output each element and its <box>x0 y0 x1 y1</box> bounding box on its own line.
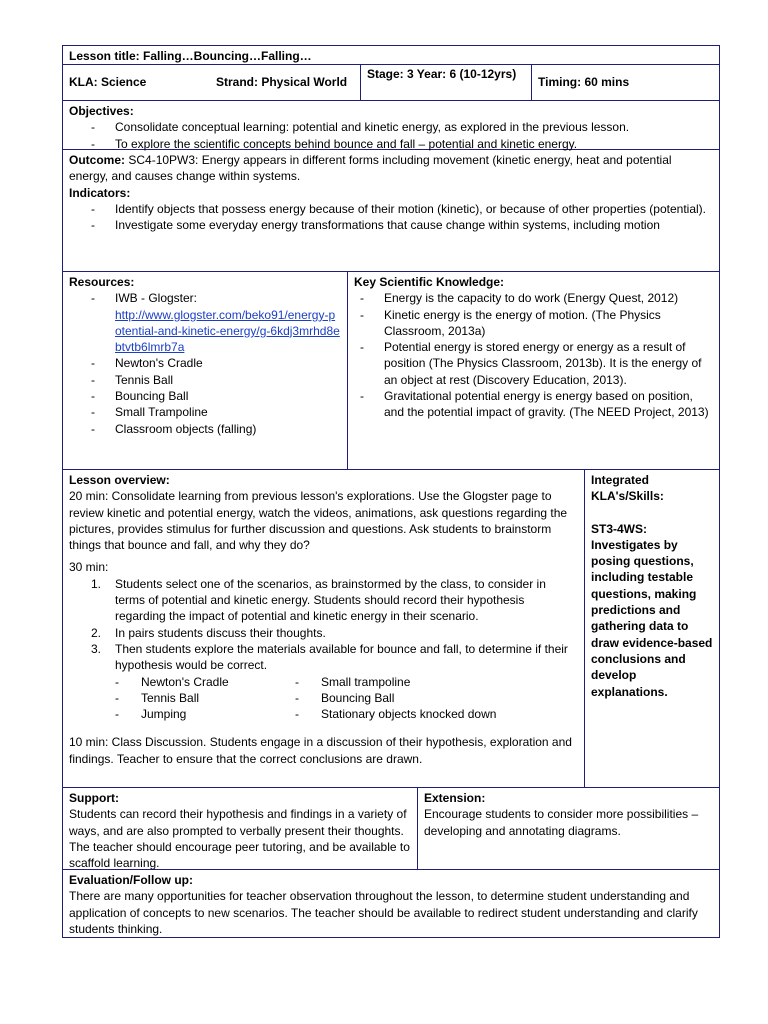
material-item: - Jumping <box>115 706 295 722</box>
integrated-section <box>584 470 719 787</box>
overview-para-20min: 20 min: Consolidate learning from previous lesson's explorations. Use the Glogster page to review kinetic and potential energy, watch the videos, animations, ask questions regarding the pictures, provides stimulus for further discussion and questions. Ask students to brainstorm things that bounce and fall, and why they do? <box>69 489 568 553</box>
overview-section <box>63 470 584 787</box>
resources-heading: Resources: <box>69 275 135 289</box>
material-item: - Stationary objects knocked down <box>295 706 595 722</box>
indicator-item: - Identify objects that possess energy because of their motion (kinetic), or because of other properties (potential). <box>69 201 713 217</box>
step-text: Then students explore the materials available for bounce and fall, to determine if their hypothesis would be correct. <box>115 641 568 673</box>
knowledge-item: - Potential energy is stored energy or energy as a result of position (The Physics Classroom, 2013b). It is the energy of an object at rest (Discovery Education, 2013). <box>338 339 713 388</box>
lesson-plan-table <box>62 45 720 938</box>
overview-steps <box>69 576 578 674</box>
step-text: Students select one of the scenarios, as brainstormed by the class, to consider in terms of potential and kinetic energy. Students should record their hypothesis regarding the impact of potential and kinetic energy in their scenario. <box>115 576 546 624</box>
knowledge-section <box>347 272 719 469</box>
objective-item: - To explore the scientific concepts behind bounce and fall – potential and kinetic energy. <box>69 136 713 152</box>
objectives-list <box>69 119 713 152</box>
support-text: Students can record their hypothesis and findings in a variety of ways, and are also prompted to verbally present their thoughts. The teacher should encourage peer tutoring, and be available to scaffold learning. <box>69 807 410 871</box>
material-item: - Small trampoline <box>295 674 595 690</box>
overview-heading: Lesson overview: <box>69 473 170 487</box>
resource-item: - Bouncing Ball <box>69 388 341 404</box>
outcome-text <box>69 152 713 185</box>
indicator-item: - Investigate some everyday energy transformations that cause change within systems, including motion <box>69 217 713 233</box>
overview-step <box>69 576 578 625</box>
resources-list <box>69 290 341 437</box>
outcome-label: Outcome: <box>69 153 126 167</box>
indicators-heading: Indicators: <box>69 185 131 200</box>
step-number: 1. <box>91 576 102 591</box>
extension-text: Encourage students to consider more possibilities – developing and annotating diagrams. <box>424 807 699 838</box>
resource-item: - Tennis Ball <box>69 372 341 388</box>
materials-grid <box>115 674 578 723</box>
iwb-label: IWB - Glogster: <box>115 291 198 306</box>
resources-section <box>63 272 347 469</box>
glogster-link[interactable]: http://www.glogster.com/beko91/energy-potential-and-kinetic-energy/g-6kdj3mrhd8ebtvtb6lmrb7a <box>115 307 340 355</box>
step-number: 2. <box>91 625 102 640</box>
stage-year-label: Stage: 3 Year: 6 (10-12yrs) <box>360 65 531 100</box>
objectives-heading: Objectives: <box>69 104 134 118</box>
objectives-section <box>62 101 720 150</box>
objective-item: - Consolidate conceptual learning: potential and kinetic energy, as explored in the previous lesson. <box>69 119 713 135</box>
outcome-body: SC4-10PW3: Energy appears in different forms including movement (kinetic energy, heat and potential energy, and causes change within systems. <box>69 153 672 184</box>
strand-label: Strand: Physical World <box>216 75 348 89</box>
resources-knowledge-row <box>62 272 720 470</box>
knowledge-list <box>338 290 713 420</box>
material-item: - Newton's Cradle <box>115 674 295 690</box>
knowledge-item: - Energy is the capacity to do work (Energy Quest, 2012) <box>338 290 713 306</box>
support-heading: Support: <box>69 791 119 805</box>
resource-item: - Newton's Cradle <box>69 355 341 371</box>
integrated-heading: Integrated KLA's/Skills: <box>591 473 664 504</box>
indicators-list <box>69 201 713 234</box>
lesson-title: Lesson title: Falling…Bouncing…Falling… <box>62 45 720 65</box>
overview-para-10min: 10 min: Class Discussion. Students engage in a discussion of their hypothesis, exploration and findings. Teacher to ensure that the correct conclusions are drawn. <box>69 735 572 766</box>
overview-row <box>62 470 720 788</box>
support-section <box>63 788 417 869</box>
resource-item: - Small Trampoline <box>69 404 341 420</box>
kla-label: KLA: Science <box>69 75 147 89</box>
knowledge-item: - Gravitational potential energy is energy based on position, and the potential impact of gravity. (The NEED Project, 2013) <box>338 388 713 421</box>
evaluation-section <box>62 870 720 938</box>
extension-heading: Extension: <box>424 791 486 805</box>
integrated-text: Investigates by posing questions, including testable questions, making predictions and gathering data to draw evidence-based conclusions and develop explanations. <box>591 537 713 699</box>
resource-item-iwb <box>69 290 341 355</box>
header-row <box>62 65 720 101</box>
step-number: 3. <box>91 641 102 656</box>
overview-30min-heading: 30 min: <box>69 560 109 575</box>
support-extension-row <box>62 788 720 870</box>
extension-section <box>417 788 719 869</box>
resource-item: - Classroom objects (falling) <box>69 421 341 437</box>
integrated-code: ST3-4WS: <box>591 521 648 536</box>
evaluation-heading: Evaluation/Follow up: <box>69 873 193 887</box>
overview-step <box>69 625 578 641</box>
knowledge-item: - Kinetic energy is the energy of motion. (The Physics Classroom, 2013a) <box>338 307 713 340</box>
evaluation-text: There are many opportunities for teacher observation throughout the lesson, to determine student understanding and application of concepts to new scenarios. The teacher should be available to redirect student understanding and clarify students thinking. <box>69 889 698 936</box>
timing-label: Timing: 60 mins <box>531 65 719 100</box>
material-item: - Tennis Ball <box>115 690 295 706</box>
knowledge-heading: Key Scientific Knowledge: <box>354 275 505 289</box>
overview-step <box>69 641 578 674</box>
material-item: - Bouncing Ball <box>295 690 595 706</box>
step-text: In pairs students discuss their thoughts. <box>115 625 326 640</box>
outcome-section <box>62 150 720 272</box>
